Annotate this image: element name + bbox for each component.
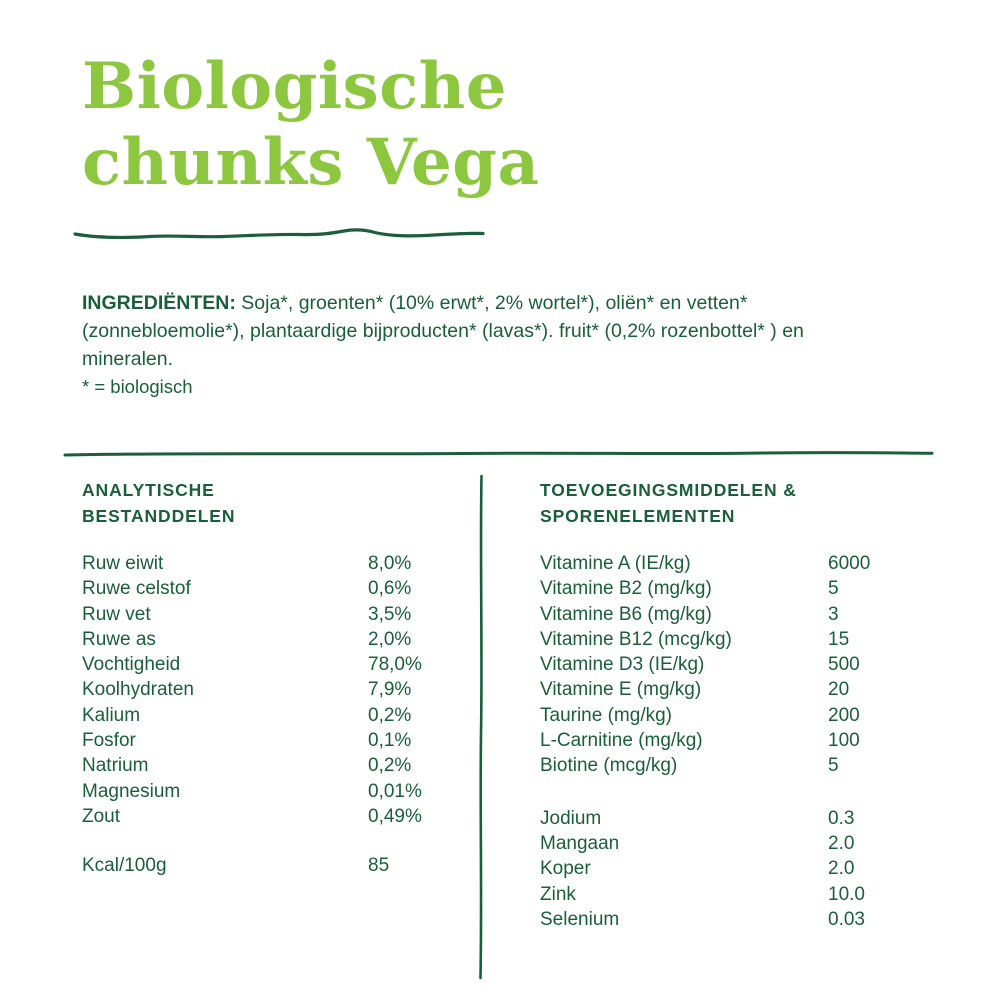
ingredients-line-1 (82, 289, 804, 317)
ingredients-line-1-text: Soja*, groenten* (10% erwt*, 2% wortel*), oliën* en vetten* (235, 292, 748, 314)
product-title-line-1: Biologische (82, 49, 507, 124)
additives-heading (540, 477, 938, 529)
title-underline-squiggle (72, 224, 487, 242)
vitamin-label: Vitamine B6 (mg/kg) (540, 603, 712, 625)
ingredients-line-2: (zonnebloemolie*), plantaardige bijproducten* (lavas*). fruit* (0,2% rozenbottel* ) en (82, 320, 804, 342)
nutrient-value: 3,5% (368, 603, 412, 625)
nutrient-label: Ruw vet (82, 603, 151, 625)
nutrient-value: 0,49% (368, 805, 422, 827)
analytical-heading-line-2: BESTANDDELEN (82, 506, 236, 526)
nutrient-row (82, 728, 462, 753)
mineral-rows (540, 806, 938, 932)
analytical-heading (82, 477, 462, 529)
vitamin-label: Vitamine B2 (mg/kg) (540, 578, 712, 600)
mineral-row (540, 831, 938, 856)
vitamin-value: 500 (828, 654, 860, 676)
mineral-label: Mangaan (540, 832, 620, 854)
vitamin-row (540, 703, 938, 728)
nutrient-value: 78,0% (368, 654, 422, 676)
mineral-label: Selenium (540, 908, 620, 930)
additives-heading-line-1: TOEVOEGINGSMIDDELEN & (540, 480, 797, 500)
vitamin-row (540, 677, 938, 702)
vitamin-label: Vitamine E (mg/kg) (540, 679, 702, 701)
nutrient-label: Magnesium (82, 780, 181, 802)
ingredients-label: INGREDIËNTEN: (82, 292, 236, 314)
nutrient-row (82, 753, 462, 778)
analytical-heading-line-1: ANALYTISCHE (82, 480, 215, 500)
additives-section (540, 477, 938, 932)
nutrient-row (82, 602, 462, 627)
ingredients-footnote: * = biologisch (82, 376, 193, 397)
product-title-line-2: chunks Vega (82, 125, 540, 200)
mineral-value: 0.03 (828, 908, 865, 930)
mineral-row (540, 856, 938, 881)
vitamin-value: 3 (828, 603, 839, 625)
nutrient-value: 0,2% (368, 704, 412, 726)
nutrient-row (82, 677, 462, 702)
nutrient-row (82, 652, 462, 677)
mineral-label: Zink (540, 883, 576, 905)
vitamin-rows (540, 551, 938, 779)
nutrient-value: 8,0% (368, 553, 412, 574)
ingredients-paragraph (82, 289, 804, 401)
vitamin-label: Taurine (mg/kg) (540, 704, 672, 726)
nutrient-label: Ruwe celstof (82, 578, 191, 600)
ingredients-line-3: mineralen. (82, 348, 174, 370)
vitamin-value: 5 (828, 578, 839, 600)
nutrient-value: 0,2% (368, 755, 412, 777)
mineral-row (540, 882, 938, 907)
analytical-section (82, 477, 462, 879)
mineral-label: Jodium (540, 807, 602, 829)
mineral-value: 2.0 (828, 832, 855, 854)
nutrient-label: Koolhydraten (82, 679, 194, 701)
nutrient-value: 0,6% (368, 578, 412, 600)
nutrient-row (82, 576, 462, 601)
vitamin-row (540, 652, 938, 677)
vitamin-label: L-Carnitine (mg/kg) (540, 730, 703, 752)
nutrient-label: Zout (82, 805, 121, 827)
vitamin-value: 5 (828, 755, 839, 777)
vitamin-label: Vitamine D3 (IE/kg) (540, 654, 705, 676)
vitamin-row (540, 551, 938, 576)
nutrient-label: Kalium (82, 704, 141, 726)
nutrient-label: Fosfor (82, 730, 136, 752)
column-divider-line (475, 474, 487, 980)
vitamin-value: 20 (828, 679, 850, 701)
vitamin-value: 6000 (828, 553, 871, 574)
vitamin-label: Biotine (mcg/kg) (540, 755, 678, 777)
nutrient-label: Ruw eiwit (82, 553, 164, 574)
nutrient-row (82, 703, 462, 728)
nutrient-value: 2,0% (368, 628, 412, 650)
section-divider-line (63, 448, 935, 460)
mineral-label: Koper (540, 858, 591, 880)
vitamin-label: Vitamine B12 (mcg/kg) (540, 628, 732, 650)
nutrient-value: 0,1% (368, 730, 412, 752)
mineral-row (540, 907, 938, 932)
analytical-rows (82, 551, 462, 829)
energy-label: Kcal/100g (82, 855, 167, 877)
vitamin-label: Vitamine A (IE/kg) (540, 553, 691, 574)
nutrient-row (82, 779, 462, 804)
mineral-row (540, 806, 938, 831)
nutrient-row (82, 627, 462, 652)
energy-row (82, 853, 462, 878)
vitamin-row (540, 728, 938, 753)
vitamin-row (540, 753, 938, 778)
mineral-value: 10.0 (828, 883, 865, 905)
energy-value: 85 (368, 855, 390, 877)
nutrient-value: 7,9% (368, 679, 412, 701)
nutrient-row (82, 804, 462, 829)
vitamin-row (540, 627, 938, 652)
nutrient-value: 0,01% (368, 780, 422, 802)
nutrient-label: Vochtigheid (82, 654, 181, 676)
mineral-value: 2.0 (828, 858, 855, 880)
vitamin-value: 200 (828, 704, 860, 726)
mineral-value: 0.3 (828, 807, 855, 829)
nutrient-label: Natrium (82, 755, 149, 777)
product-title (82, 49, 539, 201)
nutrient-label: Ruwe as (82, 628, 156, 650)
vitamin-value: 15 (828, 628, 850, 650)
additives-heading-line-2: SPORENELEMENTEN (540, 506, 736, 526)
vitamin-value: 100 (828, 730, 860, 752)
vitamin-row (540, 602, 938, 627)
vitamin-row (540, 576, 938, 601)
nutrient-row (82, 551, 462, 576)
